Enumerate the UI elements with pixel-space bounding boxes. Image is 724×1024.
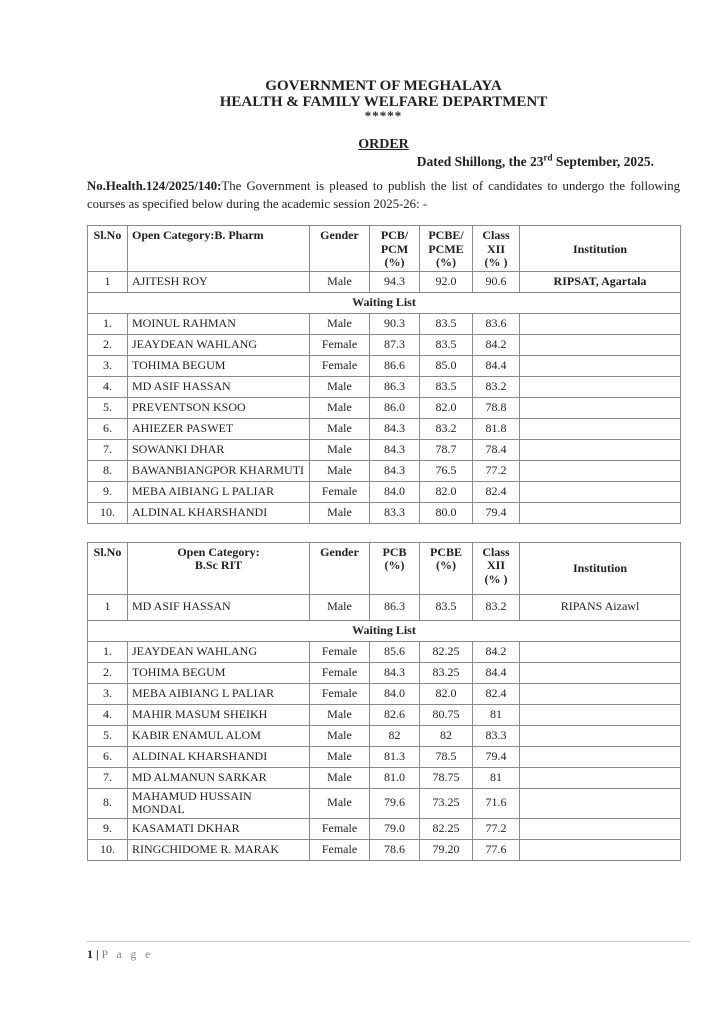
header-score2-line: (%) <box>436 255 456 269</box>
cell-slno: 4. <box>88 704 128 725</box>
cell-institution <box>520 397 681 418</box>
cell-score2: 83.5 <box>420 313 473 334</box>
cell-institution <box>520 334 681 355</box>
cell-name: MAHAMUD HUSSAIN MONDAL <box>128 788 310 818</box>
cell-gender: Female <box>310 481 370 502</box>
header-score2-line: PCBE <box>429 544 462 559</box>
cell-score1: 87.3 <box>370 334 420 355</box>
cell-score3: 83.6 <box>473 313 520 334</box>
cell-score3: 83.2 <box>473 594 520 620</box>
cell-slno: 10. <box>88 839 128 860</box>
cell-score2: 78.5 <box>420 746 473 767</box>
cell-slno: 9. <box>88 818 128 839</box>
cell-score1: 84.3 <box>370 662 420 683</box>
cell-score3: 81 <box>473 704 520 725</box>
cell-gender: Female <box>310 662 370 683</box>
cell-gender: Female <box>310 641 370 662</box>
cell-gender: Male <box>310 788 370 818</box>
header-category-line: Open Category: <box>177 544 260 559</box>
cell-slno: 1. <box>88 313 128 334</box>
cell-score3: 82.4 <box>473 683 520 704</box>
cell-score3: 79.4 <box>473 746 520 767</box>
cell-score2: 83.5 <box>420 594 473 620</box>
cell-gender: Male <box>310 594 370 620</box>
header-category-line: Open Category:B. Pharm <box>132 228 264 242</box>
cell-slno: 3. <box>88 355 128 376</box>
cell-score2: 82 <box>420 725 473 746</box>
cell-name: MD ASIF HASSAN <box>128 594 310 620</box>
cell-gender: Female <box>310 334 370 355</box>
cell-institution <box>520 355 681 376</box>
header-pcbe-pcme <box>420 226 473 272</box>
table-row <box>88 502 681 523</box>
order-heading: ORDER <box>358 137 409 152</box>
table-row <box>88 788 681 818</box>
cell-gender: Male <box>310 725 370 746</box>
cell-gender: Male <box>310 439 370 460</box>
cell-institution <box>520 683 681 704</box>
header-score3-line: XII <box>486 558 505 572</box>
cell-score1: 86.0 <box>370 397 420 418</box>
cell-institution <box>520 767 681 788</box>
table-header-row <box>88 542 681 594</box>
cell-score1: 85.6 <box>370 641 420 662</box>
admitted-row <box>88 594 681 620</box>
cell-name: MD ASIF HASSAN <box>128 376 310 397</box>
date-suffix: September, 2025. <box>552 154 654 169</box>
cell-score2: 78.75 <box>420 767 473 788</box>
cell-name: RINGCHIDOME R. MARAK <box>128 839 310 860</box>
waiting-list-label: Waiting List <box>88 292 681 313</box>
header-slno: Sl.No <box>88 542 128 594</box>
cell-score1: 84.0 <box>370 683 420 704</box>
cell-score2: 82.25 <box>420 641 473 662</box>
reference-number: No.Health.124/2025/140: <box>87 179 222 193</box>
cell-name: MOINUL RAHMAN <box>128 313 310 334</box>
cell-slno: 9. <box>88 481 128 502</box>
cell-score3: 77.2 <box>473 818 520 839</box>
cell-name: MEBA AIBIANG L PALIAR <box>128 683 310 704</box>
cell-score1: 94.3 <box>370 271 420 292</box>
cell-score2: 73.25 <box>420 788 473 818</box>
header-category-line: B.Sc RIT <box>194 558 243 572</box>
cell-name: BAWANBIANGPOR KHARMUTI <box>128 460 310 481</box>
cell-gender: Male <box>310 271 370 292</box>
cell-name: KASAMATI DKHAR <box>128 818 310 839</box>
cell-score2: 82.0 <box>420 397 473 418</box>
cell-institution <box>520 818 681 839</box>
cell-score1: 82.6 <box>370 704 420 725</box>
cell-institution <box>520 725 681 746</box>
table-row <box>88 818 681 839</box>
bsc-rit-table <box>87 542 681 861</box>
cell-slno: 1 <box>88 594 128 620</box>
star-separator: ***** <box>364 108 403 123</box>
table-row <box>88 725 681 746</box>
table-row <box>88 355 681 376</box>
header-institution: Institution <box>520 226 681 272</box>
header-score1-line: PCB <box>382 544 407 559</box>
cell-name: MD ALMANUN SARKAR <box>128 767 310 788</box>
cell-score2: 82.0 <box>420 683 473 704</box>
cell-score3: 81 <box>473 767 520 788</box>
cell-slno: 6. <box>88 418 128 439</box>
cell-score3: 83.3 <box>473 725 520 746</box>
cell-score3: 79.4 <box>473 502 520 523</box>
cell-score1: 82 <box>370 725 420 746</box>
cell-score3: 81.8 <box>473 418 520 439</box>
cell-name: TOHIMA BEGUM <box>128 355 310 376</box>
cell-score1: 84.0 <box>370 481 420 502</box>
waiting-list-label-row <box>88 620 681 641</box>
header-gender: Gender <box>310 542 370 594</box>
table-row <box>88 481 681 502</box>
header-score3-line: Class <box>482 228 510 242</box>
header-gender: Gender <box>310 226 370 272</box>
header-score3-line: (% ) <box>484 255 508 269</box>
cell-gender: Male <box>310 418 370 439</box>
header-category <box>128 542 310 594</box>
cell-institution <box>520 418 681 439</box>
cell-score3: 84.4 <box>473 355 520 376</box>
cell-score1: 83.3 <box>370 502 420 523</box>
government-title: GOVERNMENT OF MEGHALAYA <box>265 78 502 94</box>
table-row <box>88 334 681 355</box>
cell-institution <box>520 704 681 725</box>
table-row <box>88 683 681 704</box>
cell-slno: 7. <box>88 767 128 788</box>
cell-institution <box>520 641 681 662</box>
reference-paragraph <box>87 178 680 213</box>
cell-slno: 3. <box>88 683 128 704</box>
cell-name: ALDINAL KHARSHANDI <box>128 502 310 523</box>
cell-institution <box>520 481 681 502</box>
cell-name: PREVENTSON KSOO <box>128 397 310 418</box>
cell-score1: 86.6 <box>370 355 420 376</box>
reference-body: The Government is pleased to publish the list of candidates to undergo the following courses as specified below during the academic session 2025-26: - <box>87 179 680 211</box>
cell-score1: 84.3 <box>370 460 420 481</box>
header-score3-line: XII <box>486 241 505 256</box>
table-row <box>88 767 681 788</box>
cell-score3: 83.2 <box>473 376 520 397</box>
cell-score2: 79.20 <box>420 839 473 860</box>
table-row <box>88 641 681 662</box>
cell-institution <box>520 376 681 397</box>
cell-name: MEBA AIBIANG L PALIAR <box>128 481 310 502</box>
cell-score1: 86.3 <box>370 594 420 620</box>
cell-slno: 1. <box>88 641 128 662</box>
cell-institution: RIPANS Aizawl <box>520 594 681 620</box>
cell-slno: 1 <box>88 271 128 292</box>
cell-score3: 77.2 <box>473 460 520 481</box>
cell-gender: Male <box>310 746 370 767</box>
cell-score2: 83.5 <box>420 334 473 355</box>
cell-name: KABIR ENAMUL ALOM <box>128 725 310 746</box>
cell-institution <box>520 313 681 334</box>
header-score2-line: PCME <box>428 241 464 256</box>
header-pcb <box>370 542 420 594</box>
cell-score2: 92.0 <box>420 271 473 292</box>
admitted-row <box>88 271 681 292</box>
cell-score1: 81.3 <box>370 746 420 767</box>
table-header-row <box>88 226 681 272</box>
cell-score3: 71.6 <box>473 788 520 818</box>
cell-score2: 83.25 <box>420 662 473 683</box>
cell-gender: Female <box>310 818 370 839</box>
cell-score1: 78.6 <box>370 839 420 860</box>
cell-score2: 82.0 <box>420 481 473 502</box>
cell-gender: Male <box>310 460 370 481</box>
date-line <box>87 154 680 170</box>
waiting-list-label: Waiting List <box>88 620 681 641</box>
cell-score2: 83.2 <box>420 418 473 439</box>
table-row <box>88 460 681 481</box>
header-class-xii <box>473 226 520 272</box>
cell-gender: Male <box>310 767 370 788</box>
cell-slno: 4. <box>88 376 128 397</box>
header-score1-line: (%) <box>384 558 405 572</box>
bpharm-table <box>87 225 681 524</box>
cell-score2: 83.5 <box>420 376 473 397</box>
footer-page-number: 1 <box>87 947 93 961</box>
table-row <box>88 662 681 683</box>
header-institution: Institution <box>520 542 681 594</box>
cell-slno: 5. <box>88 725 128 746</box>
cell-score2: 80.75 <box>420 704 473 725</box>
cell-name: AHIEZER PASWET <box>128 418 310 439</box>
cell-score2: 80.0 <box>420 502 473 523</box>
header-score2-line: (%) <box>436 558 456 572</box>
cell-score1: 79.0 <box>370 818 420 839</box>
cell-gender: Male <box>310 313 370 334</box>
cell-score2: 78.7 <box>420 439 473 460</box>
cell-institution <box>520 788 681 818</box>
cell-score1: 79.6 <box>370 788 420 818</box>
cell-gender: Male <box>310 502 370 523</box>
header-score1-line: PCM <box>380 241 409 256</box>
cell-name: SOWANKI DHAR <box>128 439 310 460</box>
table-row <box>88 397 681 418</box>
table-row <box>88 376 681 397</box>
header-pcb-pcm <box>370 226 420 272</box>
cell-score3: 84.2 <box>473 334 520 355</box>
cell-score3: 78.8 <box>473 397 520 418</box>
header-score1-line: PCB/ <box>380 228 409 242</box>
header-pcbe <box>420 542 473 594</box>
table-row <box>88 313 681 334</box>
cell-gender: Male <box>310 704 370 725</box>
cell-score3: 84.2 <box>473 641 520 662</box>
cell-name: JEAYDEAN WAHLANG <box>128 334 310 355</box>
cell-score1: 86.3 <box>370 376 420 397</box>
cell-gender: Female <box>310 839 370 860</box>
table-row <box>88 418 681 439</box>
cell-score3: 78.4 <box>473 439 520 460</box>
cell-institution <box>520 460 681 481</box>
page-footer <box>87 941 690 962</box>
cell-gender: Female <box>310 683 370 704</box>
cell-institution: RIPSAT, Agartala <box>520 271 681 292</box>
cell-slno: 2. <box>88 662 128 683</box>
cell-slno: 8. <box>88 460 128 481</box>
cell-gender: Male <box>310 397 370 418</box>
cell-institution <box>520 662 681 683</box>
header-category <box>128 226 310 272</box>
cell-name: MAHIR MASUM SHEIKH <box>128 704 310 725</box>
header-score3-line: (% ) <box>484 571 508 586</box>
cell-score3: 77.6 <box>473 839 520 860</box>
cell-gender: Male <box>310 376 370 397</box>
cell-score3: 90.6 <box>473 271 520 292</box>
cell-score1: 81.0 <box>370 767 420 788</box>
table-row <box>88 439 681 460</box>
header-score3-line: Class <box>482 544 510 559</box>
cell-score1: 84.3 <box>370 439 420 460</box>
header-class-xii <box>473 542 520 594</box>
cell-slno: 6. <box>88 746 128 767</box>
cell-gender: Female <box>310 355 370 376</box>
cell-name: AJITESH ROY <box>128 271 310 292</box>
cell-institution <box>520 746 681 767</box>
cell-name: JEAYDEAN WAHLANG <box>128 641 310 662</box>
table-row <box>88 704 681 725</box>
cell-slno: 8. <box>88 788 128 818</box>
header-score2-line: PCBE/ <box>428 228 464 242</box>
cell-institution <box>520 502 681 523</box>
cell-name: TOHIMA BEGUM <box>128 662 310 683</box>
cell-score3: 84.4 <box>473 662 520 683</box>
cell-score1: 84.3 <box>370 418 420 439</box>
date-prefix: Dated Shillong, the 23 <box>416 154 544 169</box>
cell-score3: 82.4 <box>473 481 520 502</box>
department-title: HEALTH & FAMILY WELFARE DEPARTMENT <box>219 94 548 110</box>
cell-institution <box>520 439 681 460</box>
cell-slno: 5. <box>88 397 128 418</box>
cell-score1: 90.3 <box>370 313 420 334</box>
cell-slno: 2. <box>88 334 128 355</box>
cell-slno: 10. <box>88 502 128 523</box>
cell-name: ALDINAL KHARSHANDI <box>128 746 310 767</box>
footer-separator: | <box>96 947 99 961</box>
header-slno: Sl.No <box>88 226 128 272</box>
waiting-list-label-row <box>88 292 681 313</box>
header-score1-line: (%) <box>384 255 405 269</box>
cell-score2: 76.5 <box>420 460 473 481</box>
footer-page-label: P a g e <box>101 949 154 961</box>
cell-score2: 85.0 <box>420 355 473 376</box>
cell-score2: 82.25 <box>420 818 473 839</box>
date-ordinal-superscript: rd <box>543 152 553 163</box>
table-row <box>88 839 681 860</box>
cell-institution <box>520 839 681 860</box>
table-row <box>88 746 681 767</box>
cell-slno: 7. <box>88 439 128 460</box>
